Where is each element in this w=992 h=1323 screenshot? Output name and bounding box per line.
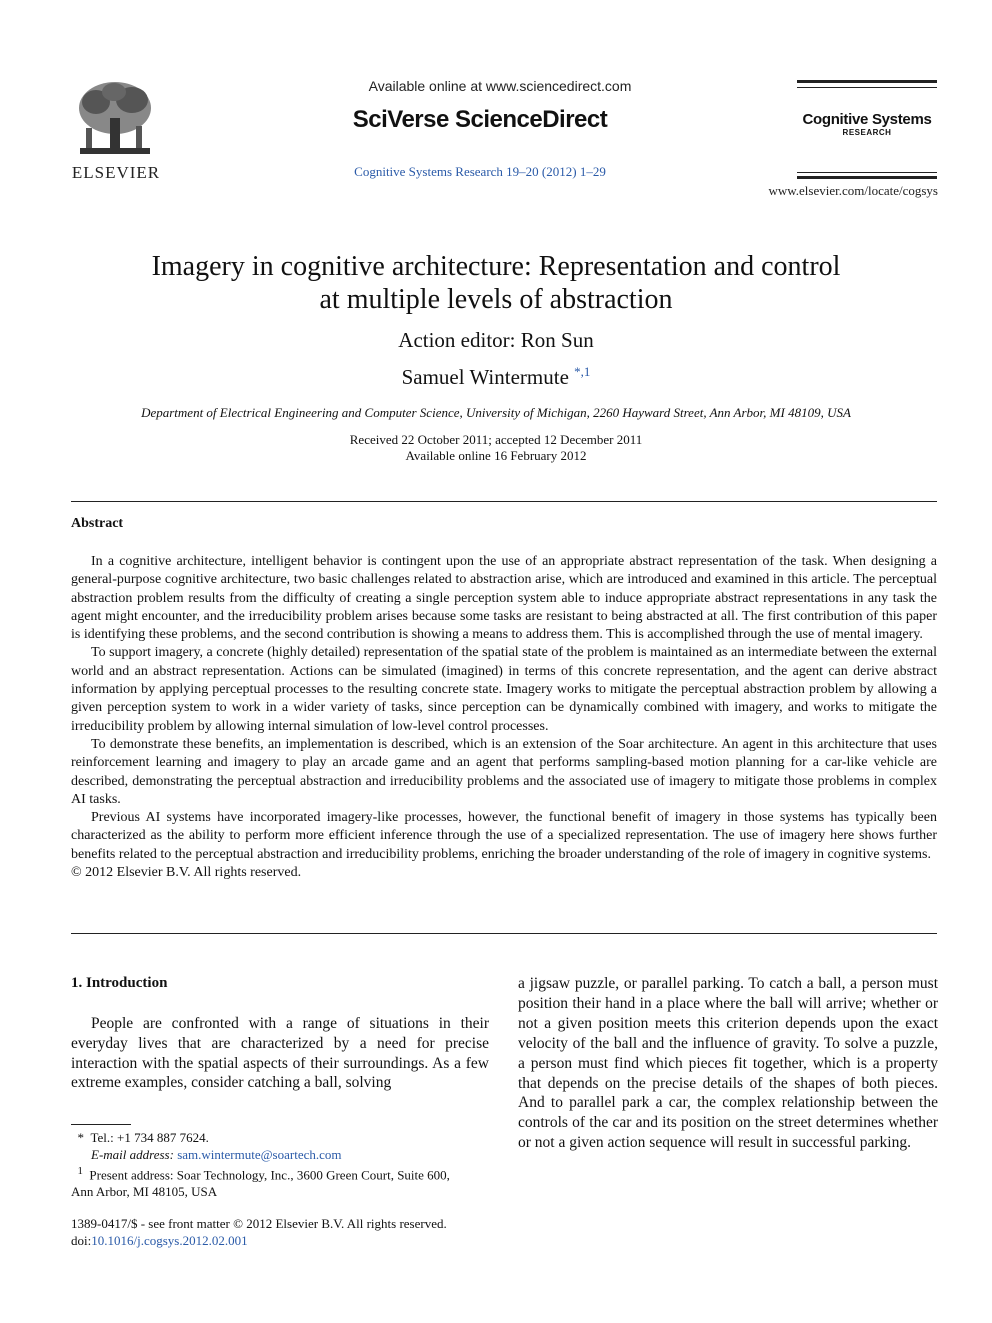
divider [797, 172, 937, 173]
front-matter: 1389-0417/$ - see front matter © 2012 Elsevier B.V. All rights reserved. [71, 1216, 447, 1231]
copyright: © 2012 Elsevier B.V. All rights reserved. [71, 865, 302, 881]
email-label: E-mail address: [91, 1146, 174, 1162]
author-footnote-marks[interactable]: *,1 [574, 364, 591, 379]
author [60, 364, 932, 390]
publisher-logo-text: ELSEVIER [71, 163, 161, 182]
body-paragraph: People are confronted with a range of situations in their everyday lives that are characterized by a need for precise interaction with the spatial aspects of their surroundings. As a few extreme examples, consider catching a ball, solving [71, 1015, 489, 1092]
divider [797, 80, 937, 83]
tree-icon [66, 78, 164, 164]
doi-link[interactable]: 10.1016/j.cogsys.2012.02.001 [91, 1232, 248, 1248]
right-column [518, 974, 938, 1153]
divider [797, 176, 937, 179]
abstract-paragraph: Previous AI systems have incorporated imagery-like processes, however, the functional benefit of imagery in those systems has typically been characterized as the ability to perform more efficient inference through the use of a specialized representation. The use of imagery here shows further benefits related to the perceptual abstraction and irreducibility problems, enriching the broader understanding of the role of imagery in cognitive systems. [71, 810, 937, 862]
footnote-present-address-cont: Ann Arbor, MI 48105, USA [71, 1183, 218, 1199]
footnote-tel: * Tel.: +1 734 887 7624. [77, 1130, 209, 1145]
front-matter-info [71, 1216, 501, 1249]
footnote-divider [71, 1124, 131, 1125]
section-heading: 1. Introduction [71, 975, 168, 991]
abstract-heading: Abstract [71, 516, 124, 531]
footnotes [71, 1130, 489, 1200]
title-line-1: Imagery in cognitive architecture: Representation and control [151, 251, 841, 282]
article-dates [60, 432, 932, 464]
footnote-present-address: $^1$ Present address: Soar Technology, Inc., 3600 Green Court, Suite 600, [77, 1165, 450, 1183]
journal-logo-title: Cognitive Systems [802, 111, 932, 128]
journal-url[interactable]: www.elsevier.com/locate/cogsys [768, 183, 938, 198]
divider [71, 501, 937, 502]
article-title [60, 250, 932, 316]
footnote-mark: * [77, 1130, 84, 1145]
divider [71, 933, 937, 934]
doi-line: doi:10.1016/j.cogsys.2012.02.001 [71, 1232, 248, 1248]
email-link[interactable]: sam.wintermute@soartech.com [177, 1146, 342, 1162]
affiliation: Department of Electrical Engineering and Computer Science, University of Michigan, 2260 Hayward Street, Ann Arbor, MI 48109, USA [141, 405, 851, 420]
body-paragraph: a jigsaw puzzle, or parallel parking. To catch a ball, a person must position their hand in a place where the ball will arrive; whether or not a given position meets this criterion depends upon the exact velocity of the ball and the influence of gravity. To solve a puzzle, a person must find which pieces fit together, which is a property that depends on the precise details of the shapes of both pieces. And to parallel park a car, the complex relationship between the controls of the car and its position on the street determines whether or not a given action sequence will result in successful parking. [518, 975, 938, 1152]
abstract-paragraph: In a cognitive architecture, intelligent behavior is contingent upon the use of an appropriate abstract representation of the task. When designing a general-purpose cognitive architecture, two basic challenges related to abstraction arise, which are introduced and examined in this article. The perceptual abstraction problem results from the difficulty of creating a single perception system able to induce appropriate abstract representations in any task the agent might encounter, and the irreducibility problem arises because some tasks are resistant to being abstracted at all. The first contribution of this paper is identifying these problems, and the second contribution is showing a means to address them. This is accomplished through the use of mental imagery. [71, 554, 937, 643]
abstract-paragraph: To demonstrate these benefits, an implementation is described, which is an extension of the Soar architecture. An agent in this architecture that uses reinforcement learning and imagery to play an arcade game and an agent that performs sampling-based motion planning for a car-like vehicle are described, demonstrating the perceptual abstraction and irreducibility problems and the associated use of imagery to mitigate those problems in complex AI tasks. [71, 736, 937, 807]
title-line-2: at multiple levels of abstraction [319, 284, 673, 315]
left-column [71, 1014, 489, 1093]
footnote-mark: 1 [77, 1165, 83, 1177]
available-date: Available online 16 February 2012 [405, 448, 587, 463]
abstract-body [71, 553, 937, 882]
journal-logo-subtitle: RESEARCH [842, 128, 892, 137]
author-name: Samuel Wintermute [401, 365, 569, 389]
divider [797, 87, 937, 88]
received-date: Received 22 October 2011; accepted 12 December 2011 [349, 432, 643, 447]
footnote-email [71, 1147, 489, 1164]
platform-name[interactable]: SciVerse ScienceDirect [352, 106, 608, 133]
abstract-paragraph: To support imagery, a concrete (highly detailed) representation of the spatial state of the problem is maintained as an intermediate between the external world and an abstract representation. Actions can be simulated (imagined) in terms of this concrete representation, and the agent can derive abstract information by applying perceptual processes to the resulting concrete state. Imagery works to mitigate the perceptual abstraction problem by allowing a given perception system to work in a wider variety of tasks, since perception can be dynamically combined with imagery, and works to mitigate the irreducibility problem by allowing internal simulation of low-level control processes. [71, 645, 937, 734]
available-online: Available online at www.sciencedirect.com [368, 78, 632, 94]
journal-citation-link[interactable]: Cognitive Systems Research 19–20 (2012) 1–29 [354, 164, 606, 179]
action-editor: Action editor: Ron Sun [398, 328, 594, 352]
